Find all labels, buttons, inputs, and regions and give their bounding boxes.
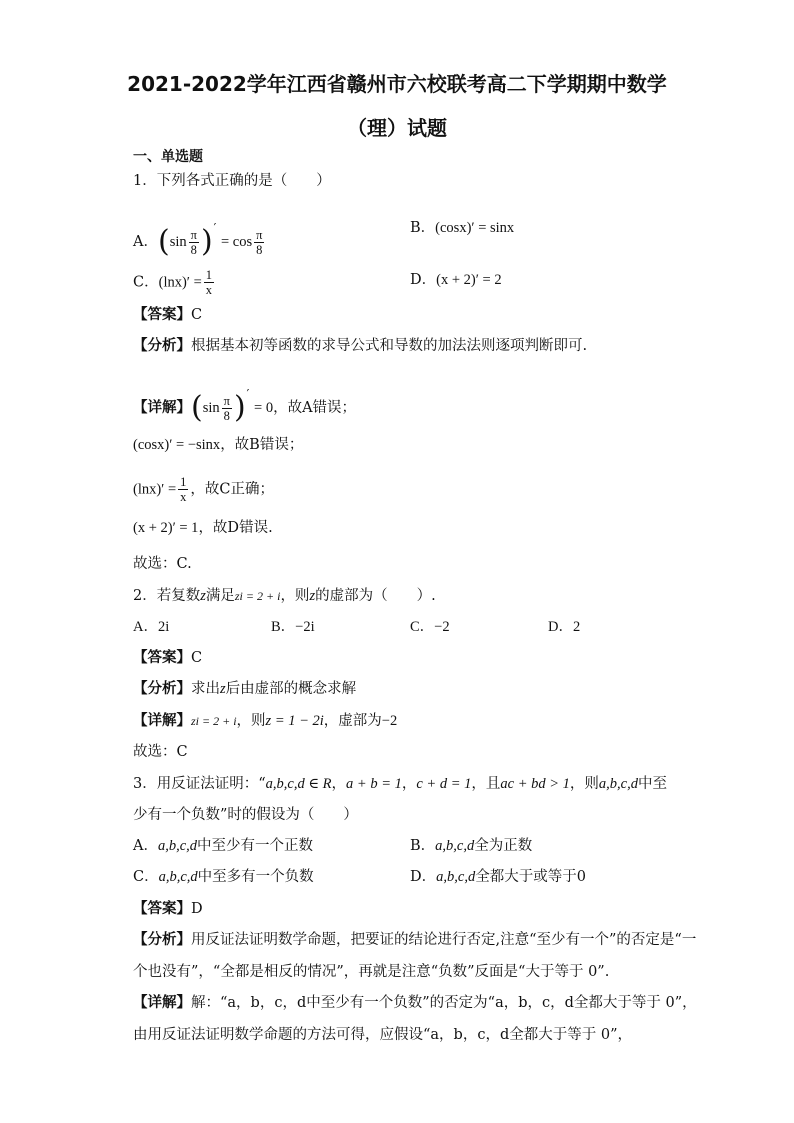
q3-stem-line1: 3．用反证法证明：“a,b,c,d ∈ R，a + b = 1，c + d = 1，且ac + bd > 1，则a,b,c,d中至 [133, 776, 667, 792]
q2-option-c: C．−2 [410, 619, 450, 635]
q1-answer: 【答案】C [133, 307, 203, 323]
q1-conclusion: 故选：C. [133, 556, 192, 572]
q1-option-a: A．(sin $\frac{\pi}{8}$ )′ = cos $\frac{\pi}{8}$ [133, 221, 263, 259]
q3-analysis-line1: 【分析】用反证法证明数学命题，把要证的结论进行否定,注意“至少有一个”的否定是“一 [133, 932, 697, 948]
q3-option-b: B．a,b,c,d全为正数 [410, 838, 533, 854]
q2-conclusion: 故选：C [133, 744, 188, 760]
q3-option-d: D．a,b,c,d全都大于或等于0 [410, 869, 586, 885]
q3-option-a: A．a,b,c,d中至少有一个正数 [133, 838, 314, 854]
q3-answer: 【答案】D [133, 901, 203, 917]
document-title-line2: （理）试题 [347, 116, 447, 140]
q2-option-d: D．2 [548, 619, 581, 635]
q1-detail-3: (lnx)′ = $\frac{1}{x}$ ，故C正确； [133, 475, 275, 504]
document-title-line1: 2021-2022学年江西省赣州市六校联考高二下学期期中数学 [127, 72, 667, 96]
q1-detail-1: 【详解】(sin $\frac{\pi}{8}$ )′ = 0，故A错误； [133, 387, 357, 425]
q2-stem: 2．若复数z满足zi = 2 + i，则z的虚部为（ ）. [133, 588, 436, 604]
q3-detail-line1: 【详解】解：“a，b，c，d中至少有一个负数”的否定为“a，b，c，d全都大于等于 0”， [133, 995, 697, 1011]
q2-option-a: A．2i [133, 619, 170, 635]
q3-option-c: C．a,b,c,d中至多有一个负数 [133, 869, 314, 885]
section-heading: 一、单选题 [133, 149, 203, 165]
q1-detail-4: (x + 2)′ = 1，故D错误. [133, 520, 273, 536]
q3-analysis-line2: 个也没有”，“全都是相反的情况”，再就是注意“负数”反面是“大于等于 0”. [133, 964, 610, 980]
q1-analysis: 【分析】根据基本初等函数的求导公式和导数的加法法则逐项判断即可. [133, 338, 588, 354]
q1-option-c: C．(lnx)′ = $\frac{1}{x}$ [133, 268, 213, 297]
q1-detail-2: (cosx)′ = −sinx，故B错误； [133, 437, 304, 453]
q3-detail-line2: 由用反证法证明数学命题的方法可得，应假设“a，b，c，d全都大于等于 0”， [133, 1027, 632, 1043]
q3-stem-line2: 少有一个负数”时的假设为（ ） [133, 807, 358, 823]
q2-analysis: 【分析】求出z后由虚部的概念求解 [133, 681, 357, 697]
q2-answer: 【答案】C [133, 650, 203, 666]
q1-option-d: D．(x + 2)′ = 2 [410, 272, 502, 288]
q2-option-b: B．−2i [271, 619, 315, 635]
q1-stem: 1．下列各式正确的是（ ） [133, 173, 331, 189]
q1-option-b: B．(cosx)′ = sinx [410, 220, 515, 236]
q2-detail: 【详解】zi = 2 + i，则z = 1 − 2i，虚部为−2 [133, 713, 398, 729]
